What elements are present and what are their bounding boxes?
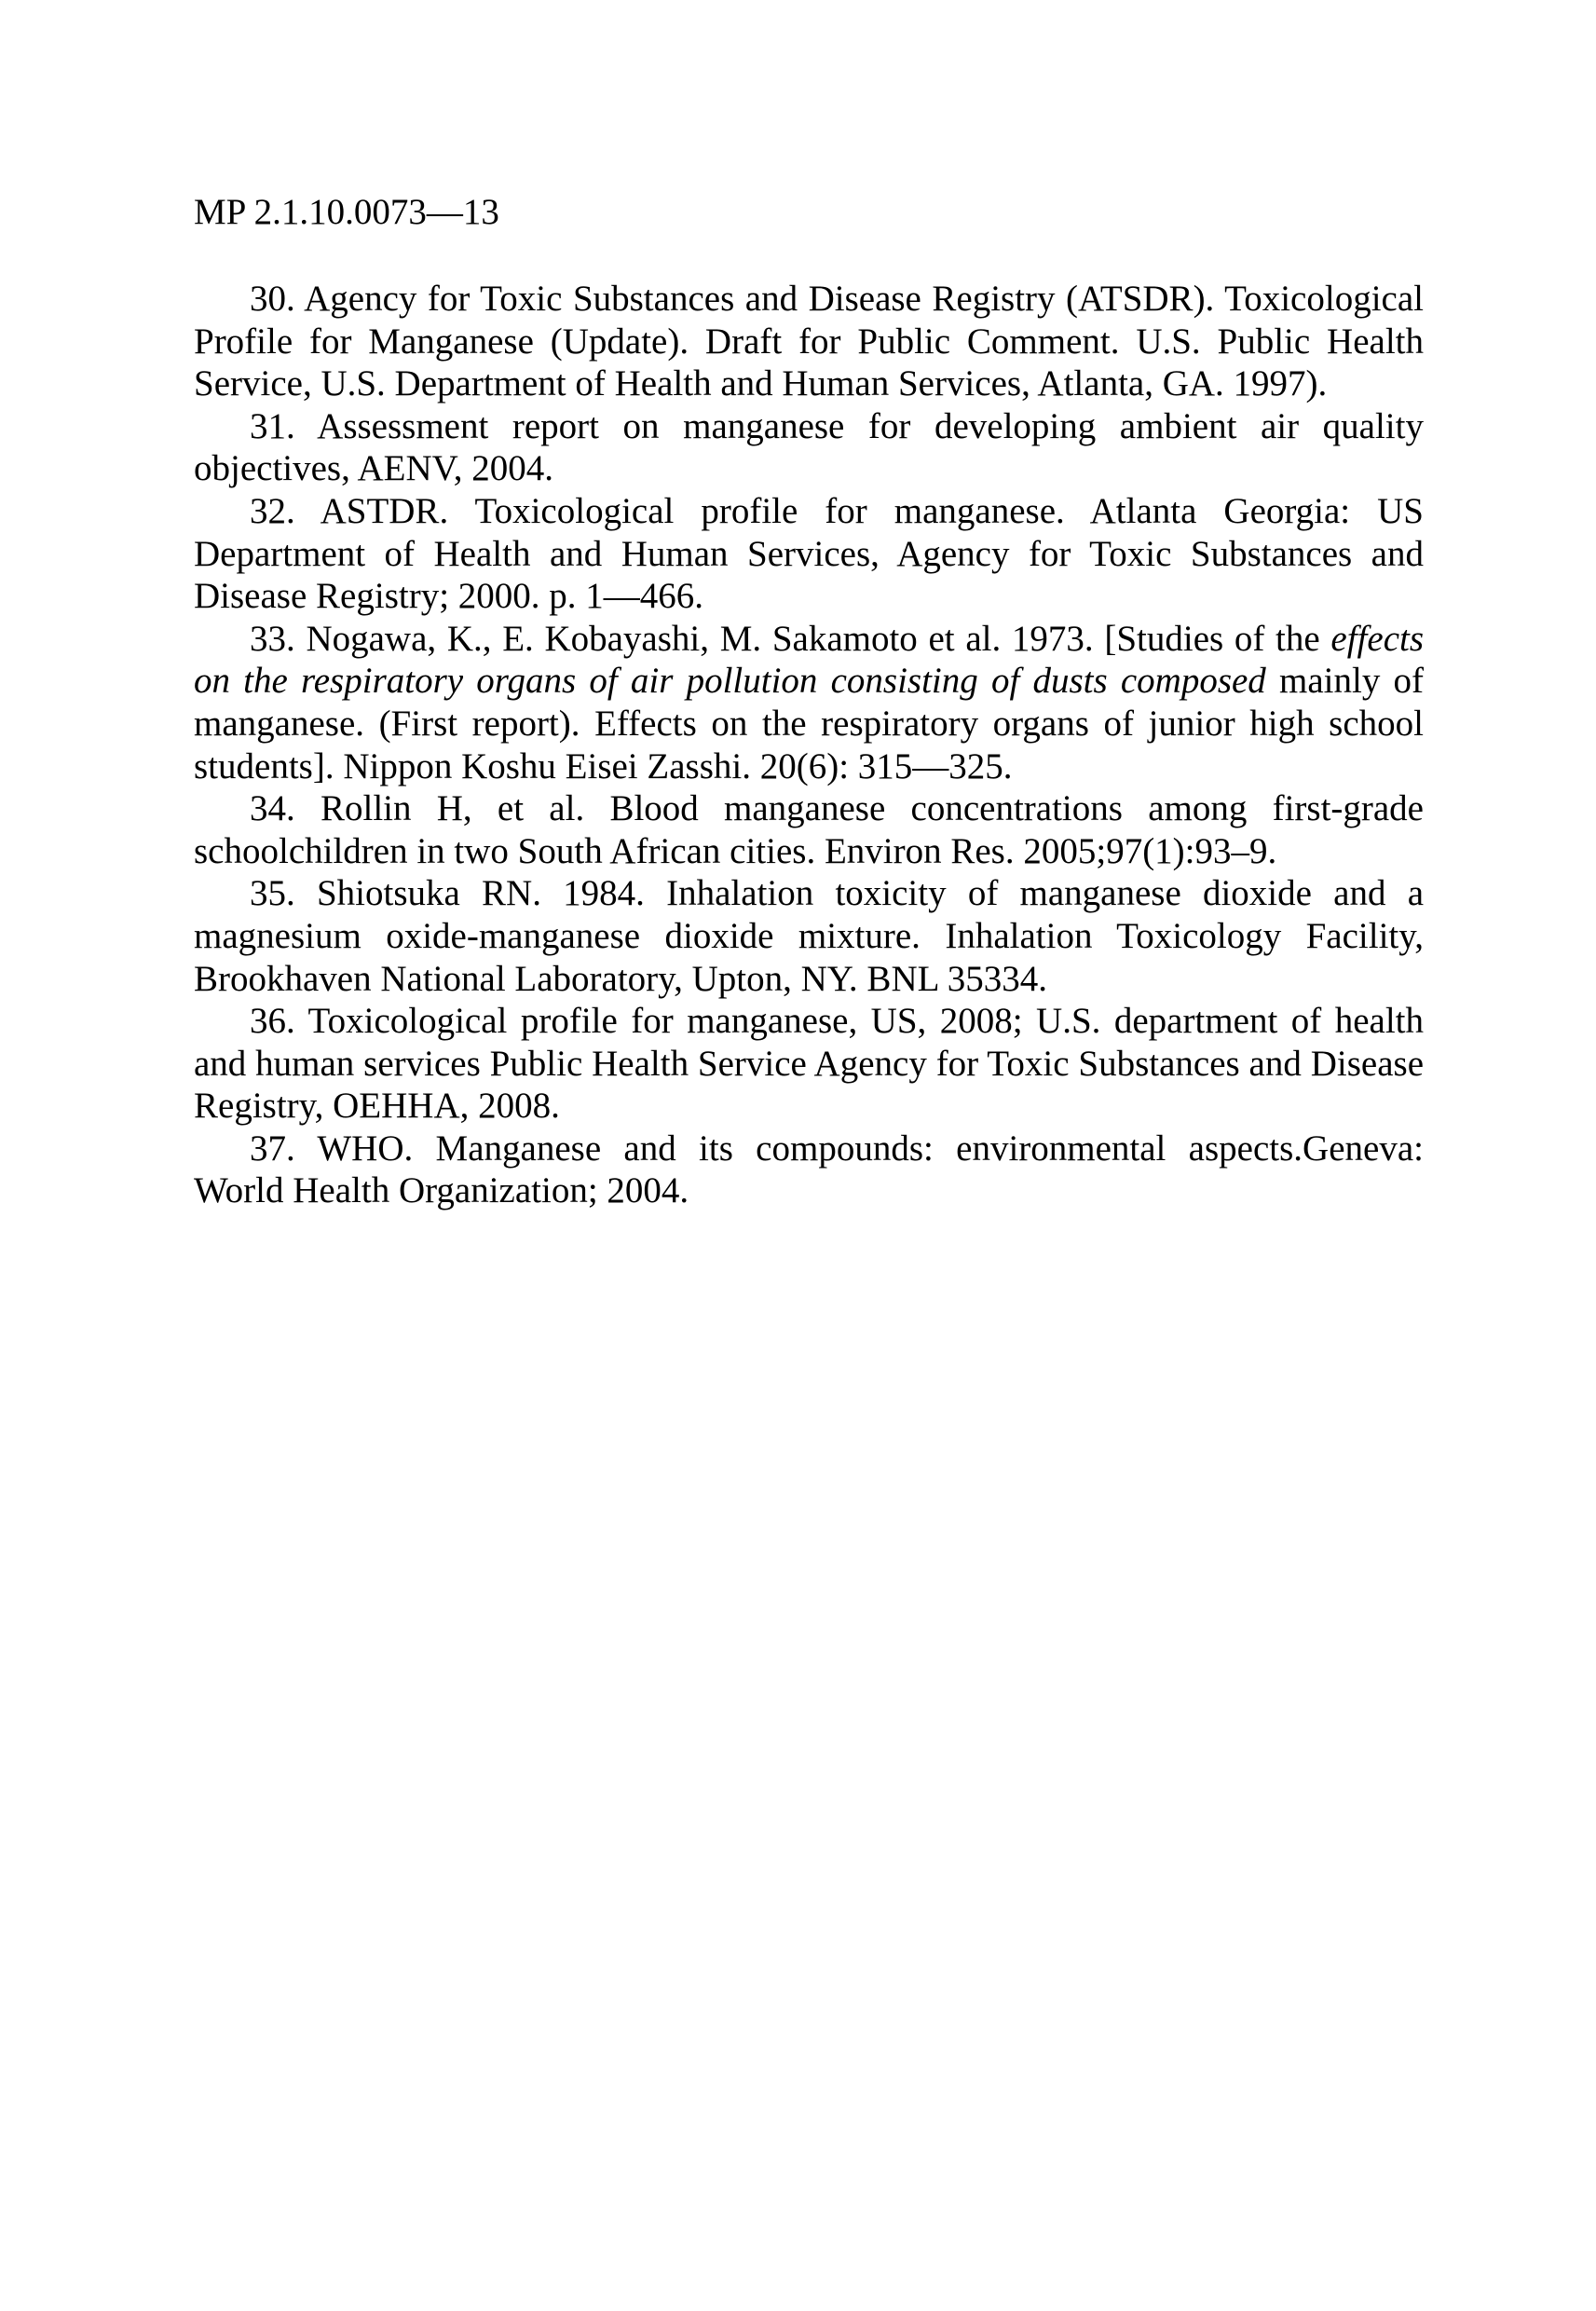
reference-text: mainly of manganese. (First report). Effects on the respiratory organs of junior high school students]. Nippon Koshu Eisei Zasshi. 20(6): 315—325.: [194, 661, 1424, 786]
reference-number: 37.: [250, 1128, 295, 1169]
reference-item: [194, 1000, 1424, 1128]
reference-item: [194, 618, 1424, 787]
reference-item: [194, 1128, 1424, 1212]
reference-number: 36.: [250, 1001, 295, 1042]
reference-number: 31.: [250, 405, 295, 446]
reference-item: [194, 405, 1424, 490]
reference-number: 33.: [250, 618, 295, 659]
reference-text: Shiotsuka RN. 1984. Inhalation toxicity of manganese dioxide and a magnesium oxide-manganese dioxide mixture. Inhalation Toxicology Facility, Brookhaven National Laboratory, Upton, NY. BNL 35334.: [194, 873, 1424, 999]
page-header: MP 2.1.10.0073—13: [194, 192, 499, 232]
reference-item: [194, 787, 1424, 872]
reference-text: WHO. Manganese and its compounds: environmental aspects.Geneva: World Health Organization; 2004.: [194, 1128, 1424, 1211]
reference-text: Nogawa, K., E. Kobayashi, M. Sakamoto et al. 1973. [Studies of the: [306, 618, 1320, 659]
reference-text: Toxicological profile for manganese, US, 2008; U.S. department of health and human services Public Health Service Agency for Toxic Substances and Disease Registry, OEHHA, 2008.: [194, 1001, 1424, 1127]
reference-text: Agency for Toxic Substances and Disease Registry (ATSDR). Toxicological Profile for Manganese (Update). Draft for Public Comment. U.S. Public Health Service, U.S. Department of Health and Human Services, Atlanta, GA. 1997).: [194, 279, 1424, 404]
reference-text-italic: effects on the respiratory organs of air pollution consisting of dusts composed: [194, 618, 1425, 702]
reference-item: [194, 872, 1424, 1000]
reference-number: 32.: [250, 490, 295, 531]
reference-number: 35.: [250, 873, 295, 914]
reference-number: 30.: [250, 279, 295, 319]
reference-list: [194, 278, 1424, 1212]
reference-text: ASTDR. Toxicological profile for manganese. Atlanta Georgia: US Department of Health and Human Services, Agency for Toxic Substances and Disease Registry; 2000. p. 1—466.: [194, 490, 1424, 617]
reference-item: [194, 490, 1424, 618]
reference-item: [194, 278, 1424, 405]
reference-number: 34.: [250, 788, 295, 829]
reference-text: Rollin H, et al. Blood manganese concentrations among first-grade schoolchildren in two South African cities. Environ Res. 2005;97(1):93–9.: [194, 788, 1424, 871]
reference-text: Assessment report on manganese for developing ambient air quality objectives, AENV, 2004.: [194, 405, 1424, 489]
